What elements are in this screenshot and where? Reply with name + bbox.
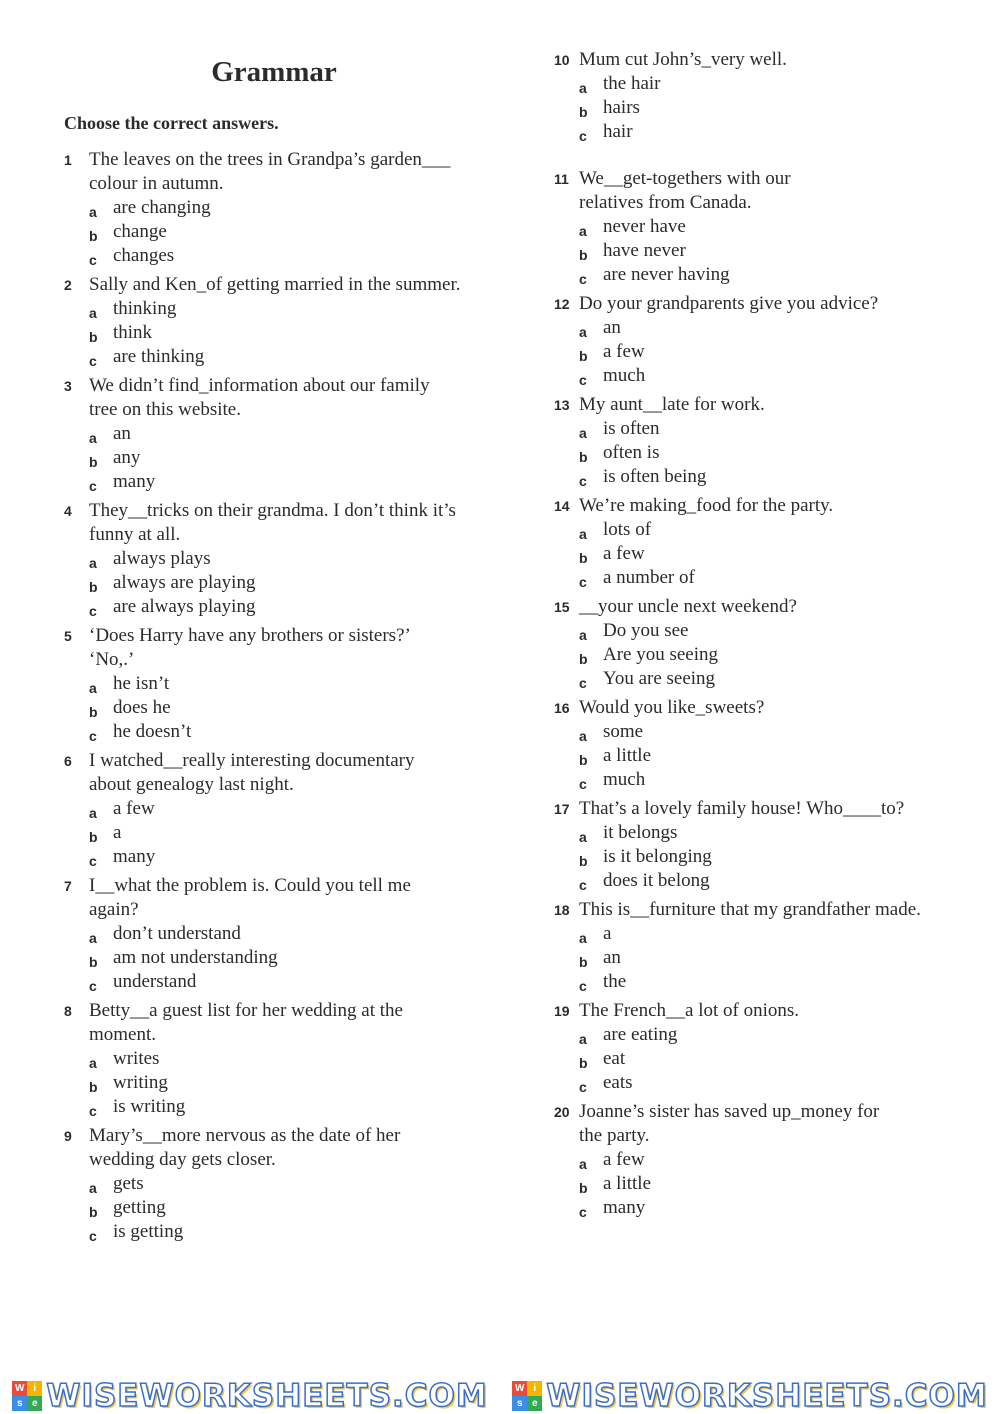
question-text: ‘Does Harry have any brothers or sisters?’ [89,625,411,646]
question-text: We’re making_food for the party. [579,495,834,516]
question [554,494,974,590]
question-text: Would you like_sweets? [579,697,765,718]
watermark-footer [0,1378,1000,1413]
option-text: are never having [603,264,730,285]
option-letter: c [579,675,587,691]
watermark-text: WISEWORKSHEETS.COM [46,1377,488,1414]
option-text: a few [603,543,645,564]
question-text: colour in autumn. [89,173,224,194]
option-text: getting [113,1197,166,1218]
question [64,874,504,994]
option-letter: a [89,680,97,696]
answer-option[interactable] [579,120,974,144]
answer-option[interactable] [89,446,504,470]
question-text: relatives from Canada. [579,192,752,213]
option-text: any [113,447,141,468]
option-text: many [113,471,156,492]
option-letter: b [89,1204,98,1220]
option-letter: c [89,1103,97,1119]
question-number: 10 [554,52,570,68]
answer-option[interactable] [89,595,504,619]
question-number: 11 [554,171,569,187]
question-number: 12 [554,296,570,312]
option-text: a few [113,798,155,819]
option-letter: a [89,1055,97,1071]
option-letter: a [89,555,97,571]
answer-option[interactable] [579,922,974,946]
option-text: an [113,423,131,444]
option-letter: c [579,776,587,792]
option-text: are eating [603,1024,678,1045]
question-text: about genealogy last night. [89,774,294,795]
question-text: The French__a lot of onions. [579,1000,800,1021]
option-letter: b [89,228,98,244]
answer-option[interactable] [89,470,504,494]
option-letter: b [579,550,588,566]
question [554,696,974,792]
option-letter: b [89,829,98,845]
answer-option[interactable] [89,547,504,571]
question-text: Sally and Ken_of getting married in the summer. [89,274,461,295]
option-text: a [603,923,612,944]
question-column-left [64,148,504,1249]
answer-option[interactable] [579,566,974,590]
answer-option[interactable] [89,922,504,946]
option-letter: c [89,728,97,744]
option-letter: c [89,478,97,494]
answer-option[interactable] [89,1220,504,1244]
option-text: are thinking [113,346,205,367]
question-text: The leaves on the trees in Grandpa’s garden___ [89,149,451,170]
option-letter: b [579,651,588,667]
option-text: change [113,221,167,242]
option-text: a little [603,1173,652,1194]
question-text: Joanne’s sister has saved up_money for [579,1101,880,1122]
option-letter: b [579,954,588,970]
answer-option[interactable] [89,720,504,744]
question-number: 6 [64,753,72,769]
option-text: a number of [603,567,695,588]
option-letter: c [89,1228,97,1244]
question-number: 9 [64,1128,72,1144]
option-letter: c [579,978,587,994]
answer-option[interactable] [89,244,504,268]
question-text: Mary’s__more nervous as the date of her [89,1125,401,1146]
option-letter: c [579,574,587,590]
answer-option[interactable] [579,239,974,263]
question-text: __your uncle next weekend? [579,596,797,617]
option-text: changes [113,245,175,266]
question-text: wedding day gets closer. [89,1149,276,1170]
answer-option[interactable] [579,643,974,667]
question [64,374,504,494]
option-text: much [603,365,646,386]
answer-option[interactable] [89,297,504,321]
option-text: does it belong [603,870,710,891]
answer-option[interactable] [89,345,504,369]
answer-option[interactable] [579,1148,974,1172]
option-letter: a [89,204,97,220]
option-letter: c [579,1079,587,1095]
option-letter: c [89,603,97,619]
option-letter: b [89,954,98,970]
option-text: eats [603,1072,633,1093]
question-text: That’s a lovely family house! Who____to? [579,798,905,819]
option-letter: a [579,728,587,744]
option-letter: c [579,877,587,893]
option-text: understand [113,971,197,992]
option-text: eat [603,1048,626,1069]
option-text: hair [603,121,633,142]
answer-option[interactable] [579,263,974,287]
answer-option[interactable] [89,845,504,869]
question [64,624,504,744]
answer-option[interactable] [89,821,504,845]
answer-option[interactable] [579,946,974,970]
option-text: often is [603,442,660,463]
question-text: Betty__a guest list for her wedding at the [89,1000,403,1021]
answer-option[interactable] [89,946,504,970]
answer-option[interactable] [89,220,504,244]
option-letter: a [89,430,97,446]
option-letter: b [89,579,98,595]
answer-option[interactable] [579,869,974,893]
question-number: 16 [554,700,570,716]
option-letter: a [579,526,587,542]
answer-option[interactable] [579,744,974,768]
option-text: is getting [113,1221,184,1242]
option-letter: b [89,704,98,720]
question [64,499,504,619]
question-text: again? [89,899,139,920]
question [554,292,974,388]
question-number: 7 [64,878,72,894]
answer-option[interactable] [579,970,974,994]
option-letter: b [579,853,588,869]
option-text: some [603,721,644,742]
option-letter: a [89,930,97,946]
answer-option[interactable] [579,340,974,364]
question-text: I__what the problem is. Could you tell me [89,875,411,896]
option-letter: c [89,252,97,268]
option-text: never have [603,216,686,237]
option-letter: a [89,305,97,321]
option-text: many [603,1197,646,1218]
answer-option[interactable] [89,422,504,446]
option-letter: b [579,247,588,263]
option-letter: c [579,372,587,388]
option-text: Are you seeing [603,644,719,665]
option-letter: b [579,1180,588,1196]
question-text: We__get-togethers with our [579,168,791,189]
option-text: thinking [113,298,177,319]
question-text: tree on this website. [89,399,241,420]
option-letter: b [579,104,588,120]
option-letter: a [579,223,587,239]
answer-option[interactable] [579,667,974,691]
question-number: 13 [554,397,570,413]
question [554,999,974,1095]
answer-option[interactable] [579,441,974,465]
question [554,898,974,994]
option-letter: c [89,353,97,369]
option-text: don’t understand [113,923,241,944]
question-text: They__tricks on their grandma. I don’t think it’s [89,500,456,521]
option-letter: b [579,1055,588,1071]
answer-option[interactable] [579,518,974,542]
question [554,48,974,144]
question-number: 4 [64,503,72,519]
wise-logo-icon: W i s e [512,1381,542,1411]
option-text: always plays [113,548,211,569]
question-text: moment. [89,1024,157,1045]
watermark [0,1378,500,1414]
option-letter: b [89,454,98,470]
option-text: think [113,322,153,343]
answer-option[interactable] [89,797,504,821]
option-text: he isn’t [113,673,170,694]
answer-option[interactable] [89,571,504,595]
option-letter: a [579,324,587,340]
answer-option[interactable] [579,72,974,96]
option-letter: b [579,348,588,364]
question-text: My aunt__late for work. [579,394,765,415]
option-letter: a [89,1180,97,1196]
answer-option[interactable] [579,465,974,489]
option-text: lots of [603,519,652,540]
option-text: it belongs [603,822,678,843]
wise-logo-icon: W i s e [12,1381,42,1411]
answer-option[interactable] [579,215,974,239]
answer-option[interactable] [579,316,974,340]
option-text: is often [603,418,660,439]
option-letter: c [579,1204,587,1220]
question-number: 2 [64,277,72,293]
option-text: he doesn’t [113,721,192,742]
question [64,1124,504,1244]
option-text: an [603,317,621,338]
answer-option[interactable] [89,1047,504,1071]
option-text: is it belonging [603,846,712,867]
option-letter: c [89,978,97,994]
answer-option[interactable] [579,1047,974,1071]
option-text: many [113,846,156,867]
question [554,1100,974,1220]
option-letter: c [579,128,587,144]
question-number: 19 [554,1003,570,1019]
answer-option[interactable] [89,696,504,720]
answer-option[interactable] [579,417,974,441]
question [554,167,974,287]
question-text: Mum cut John’s_very well. [579,49,787,70]
answer-option[interactable] [579,364,974,388]
option-letter: b [579,752,588,768]
option-text: a little [603,745,652,766]
option-text: gets [113,1173,144,1194]
option-text: a [113,822,122,843]
question-number: 1 [64,152,72,168]
answer-option[interactable] [579,1071,974,1095]
option-letter: b [89,1079,98,1095]
question [554,393,974,489]
option-letter: a [579,1156,587,1172]
option-text: am not understanding [113,947,278,968]
option-text: is often being [603,466,707,487]
option-letter: a [579,627,587,643]
question-column-right [554,48,974,1225]
option-text: always are playing [113,572,256,593]
watermark-text: WISEWORKSHEETS.COM [546,1377,988,1414]
answer-option[interactable] [89,196,504,220]
option-letter: a [579,829,587,845]
question-text: This is__furniture that my grandfather made. [579,899,921,920]
option-text: much [603,769,646,790]
question-text: I watched__really interesting documentary [89,750,415,771]
answer-option[interactable] [89,1095,504,1119]
option-letter: b [579,449,588,465]
option-text: does he [113,697,171,718]
option-text: is writing [113,1096,186,1117]
answer-option[interactable] [89,672,504,696]
question-number: 18 [554,902,570,918]
question-number: 5 [64,628,72,644]
page-title: Grammar [211,56,337,88]
question-text: Do your grandparents give you advice? [579,293,879,314]
question-number: 15 [554,599,570,615]
option-text: Do you see [603,620,689,641]
question-text: funny at all. [89,524,181,545]
question [554,797,974,893]
option-text: a few [603,341,645,362]
option-letter: a [579,930,587,946]
answer-option[interactable] [89,1196,504,1220]
question-text: the party. [579,1125,650,1146]
answer-option[interactable] [579,542,974,566]
option-text: the hair [603,73,661,94]
answer-option[interactable] [89,970,504,994]
option-letter: a [579,80,587,96]
option-text: You are seeing [603,668,716,689]
question-number: 14 [554,498,570,514]
answer-option[interactable] [579,1023,974,1047]
option-text: have never [603,240,686,261]
question-text: We didn’t find_information about our family [89,375,430,396]
option-text: are always playing [113,596,256,617]
option-text: the [603,971,627,992]
question-number: 8 [64,1003,72,1019]
answer-option[interactable] [579,821,974,845]
answer-option[interactable] [579,768,974,792]
option-letter: a [579,425,587,441]
question-number: 17 [554,801,570,817]
option-letter: b [89,329,98,345]
option-text: an [603,947,621,968]
question-number: 20 [554,1104,570,1120]
question [554,595,974,691]
option-text: a few [603,1149,645,1170]
answer-option[interactable] [89,1071,504,1095]
instructions: Choose the correct answers. [64,113,279,133]
option-letter: a [89,805,97,821]
question [64,148,504,268]
answer-option[interactable] [579,619,974,643]
option-text: writing [113,1072,168,1093]
question-text: ‘No,.’ [89,649,135,670]
watermark [500,1378,1000,1414]
question [64,749,504,869]
option-letter: a [579,1031,587,1047]
answer-option[interactable] [579,720,974,744]
answer-option[interactable] [89,1172,504,1196]
answer-option[interactable] [89,321,504,345]
option-text: writes [113,1048,160,1069]
option-letter: c [579,271,587,287]
answer-option[interactable] [579,96,974,120]
question [64,273,504,369]
answer-option[interactable] [579,1172,974,1196]
option-letter: c [89,853,97,869]
answer-option[interactable] [579,1196,974,1220]
question [64,999,504,1119]
option-text: are changing [113,197,211,218]
answer-option[interactable] [579,845,974,869]
option-text: hairs [603,97,640,118]
question-number: 3 [64,378,72,394]
option-letter: c [579,473,587,489]
